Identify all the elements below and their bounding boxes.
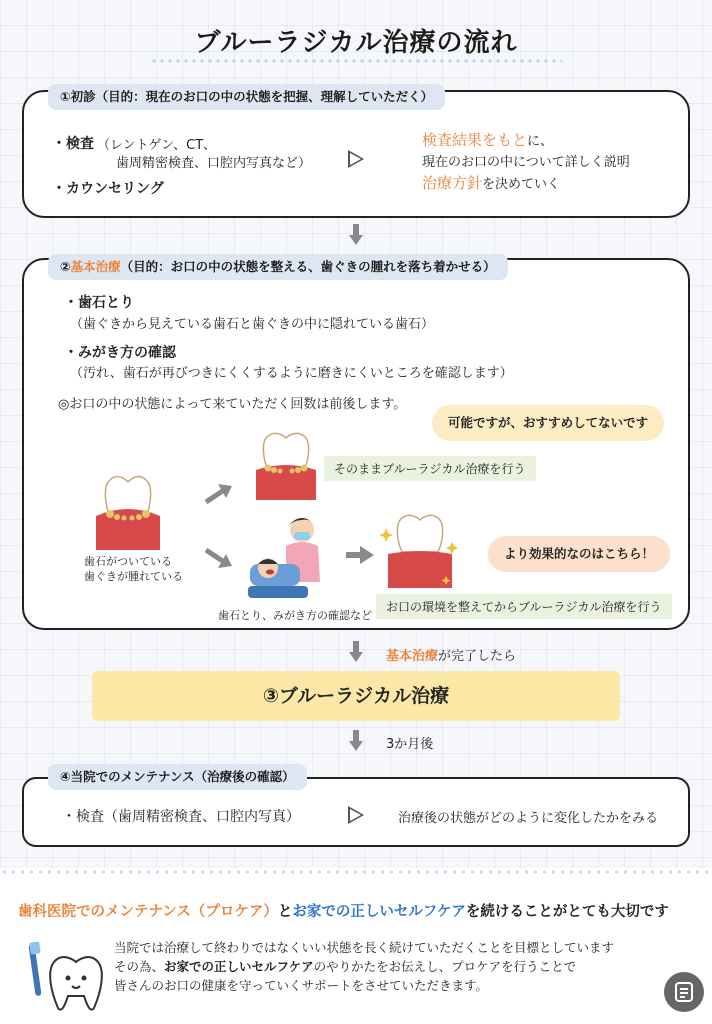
scaling-caption: 歯石とり、みがき方の確認など	[218, 609, 372, 622]
footer-headline-to: と	[277, 904, 293, 920]
step2-brushing-label: ・みがき方の確認	[64, 345, 176, 361]
direct-treatment-label: そのままブルーラジカル治療を行う	[324, 456, 536, 481]
footer-headline-blue: お家での正しいセルフケア	[292, 904, 466, 920]
after-basic-text	[386, 645, 516, 664]
down-arrow-icon	[349, 641, 363, 663]
step2-brushing-detail: （汚れ、歯石が再びつきにくくするように磨きにくいところを確認します）	[70, 366, 513, 381]
down-arrow-icon	[349, 730, 363, 752]
footer-body-line-2	[114, 957, 614, 976]
tooth-clean-icon	[380, 512, 460, 592]
step1-header: ①初診（目的：現在のお口の中の状態を把握、理解していただく）	[48, 84, 445, 110]
step1-result	[422, 130, 630, 195]
step1-exam-detail-2: 歯周精密検査、口腔内写真など）	[116, 156, 312, 171]
footer-body	[114, 938, 614, 995]
reader-mode-button[interactable]	[664, 972, 704, 1012]
footer-headline-rest: を続けることがとても大切です	[465, 904, 669, 920]
arrow-down-right-icon	[204, 546, 232, 568]
dentist-illustration	[248, 512, 328, 602]
step2-scaling-label: ・歯石とり	[64, 295, 134, 311]
footer-dots	[0, 868, 712, 876]
down-arrow-icon	[349, 224, 363, 246]
arrow-up-right-icon	[204, 484, 232, 506]
footer-body-line-3: 皆さんのお口の健康を守っていくサポートをさせていただきます。	[114, 978, 489, 993]
step2-scaling-detail: （歯ぐきから見えている歯石と歯ぐきの中に隠れている歯石）	[70, 317, 435, 332]
arrow-right-icon	[346, 546, 374, 564]
step4-header: ④当院でのメンテナンス（治療後の確認）	[48, 764, 307, 790]
step1-result-orange-3: 治療方針	[422, 174, 483, 192]
footer-body-line-2-b: のやりかたをお伝えし、プロケアを行うことで	[313, 959, 577, 974]
not-recommended-bubble: 可能ですが、おすすめしてないです	[432, 405, 664, 441]
step2-header-orange: 基本治療	[70, 259, 121, 274]
tooth-tartar-icon	[254, 430, 318, 502]
step1-exam-label: ・検査	[52, 136, 94, 152]
step2-note: ◎お口の中の状態によって来ていただく回数は前後します。	[58, 397, 407, 412]
step1-result-tail-1: に、	[527, 134, 554, 149]
footer-headline	[18, 900, 669, 921]
step1-result-line-2: 現在のお口の中について詳しく説明	[422, 155, 630, 170]
step1-counseling-label: ・カウンセリング	[52, 181, 164, 197]
step4-result: 治療後の状態がどのように変化したかをみる	[398, 811, 659, 826]
step2-header-rest: （目的：お口の中の状態を整える、歯ぐきの腫れを落ち着かせる）	[120, 259, 496, 274]
step4-item: ・検査（歯周精密検査、口腔内写真）	[62, 809, 300, 825]
before-caption	[84, 554, 183, 584]
before-caption-line-1: 歯石がついている	[84, 555, 172, 568]
footer-body-line-1: 当院では治療して終わりではなくいい状態を長く続けていただくことを目標としています	[114, 940, 615, 955]
step1-result-tail-3: を決めていく	[482, 177, 561, 192]
footer-body-line-2-a: その為、	[114, 959, 165, 974]
step3-bar: ③ブルーラジカル治療	[92, 671, 620, 721]
footer-body-line-2-bold: お家での正しいセルフケア	[164, 959, 314, 974]
before-caption-line-2: 歯ぐきが腫れている	[84, 570, 183, 583]
after-basic-rest: が完了したら	[438, 649, 517, 664]
triangle-arrow-icon	[348, 150, 364, 168]
step1-result-orange-1: 検査結果をもと	[422, 131, 528, 149]
after-step3-text: 3か月後	[386, 737, 434, 752]
recommended-bubble: より効果的なのはこちら！	[488, 536, 670, 572]
tooth-swollen-icon	[94, 472, 162, 552]
footer-headline-orange: 歯科医院でのメンテナンス（プロケア）	[18, 904, 278, 920]
step2-header	[48, 254, 508, 280]
after-care-treatment-label: お口の環境を整えてからブルーラジカル治療を行う	[376, 594, 672, 619]
after-basic-orange: 基本治療	[386, 649, 439, 664]
step1-exam-detail-1: （レントゲン、CT、	[97, 138, 217, 153]
page-title: ブルーラジカル治療の流れ	[194, 28, 518, 58]
title-underline	[150, 58, 562, 64]
reader-mode-icon	[673, 981, 695, 1003]
tooth-mascot-icon	[28, 942, 108, 1016]
step2-header-num: ②	[60, 259, 71, 274]
triangle-arrow-icon	[348, 806, 364, 824]
